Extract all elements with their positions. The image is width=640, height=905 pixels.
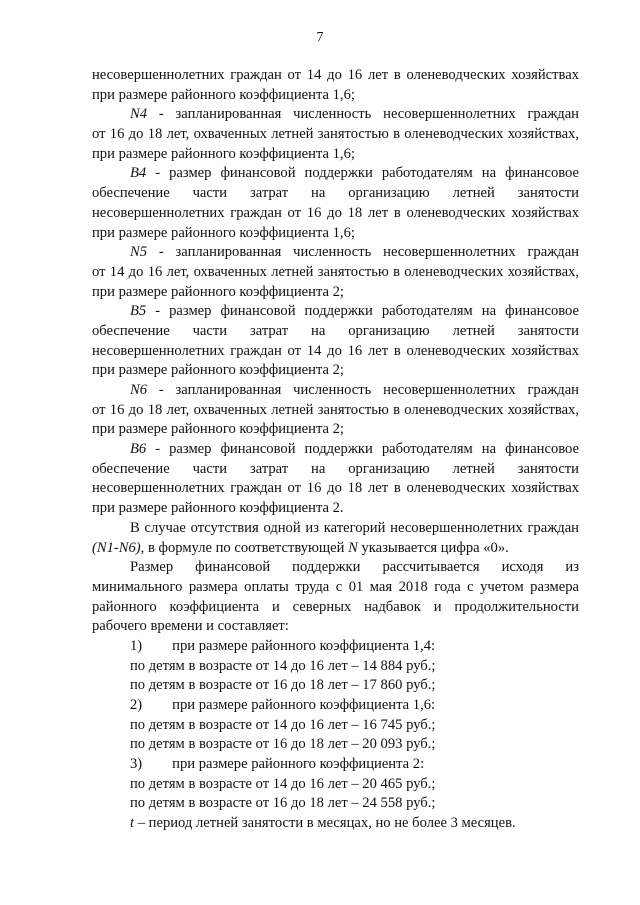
text-line: при размере районного коэффициента 2; [92,283,344,300]
list-number: 1) [130,637,143,654]
text-line: несовершеннолетних граждан от 16 до 18 лет в оленеводческих хозяйствах [92,480,579,497]
text-line: по детям в возрасте от 14 до 16 лет – 20 465 руб.; [130,775,436,792]
text-line: по детям в возрасте от 16 до 18 лет – 17 860 руб.; [130,677,436,694]
text-line: по детям в возрасте от 14 до 16 лет – 14 884 руб.; [130,657,436,674]
text-line: t – период летней занятости в месяцах, но не более 3 месяцев. [130,815,516,832]
text-line: по детям в возрасте от 16 до 18 лет – 24 558 руб.; [130,795,436,812]
text-line: при размере районного коэффициента 1,6; [92,224,355,241]
text-line: несовершеннолетних граждан от 16 до 18 лет в оленеводческих хозяйствах [92,204,579,221]
text-line: N5 - запланированная численность несовершеннолетних граждан [130,244,579,261]
text-line: обеспечение части затрат на организацию летней занятости [92,185,579,202]
text-line: по детям в возрасте от 14 до 16 лет – 16 745 руб.; [130,716,436,733]
page-number: 7 [316,30,324,45]
list-number: 2) [130,697,143,713]
text-line: несовершеннолетних граждан от 14 до 16 лет в оленеводческих хозяйствах [92,342,579,359]
text-line: В случае отсутствия одной из категорий несовершеннолетних граждан [130,519,579,536]
variable-symbol: N [348,539,358,556]
text-line: районного коэффициента и северных надбавок и продолжительности [92,598,579,615]
text-line: несовершеннолетних граждан от 14 до 16 лет в оленеводческих хозяйствах [92,67,579,83]
text-line: обеспечение части затрат на организацию летней занятости [92,322,579,339]
text-line: (N1-N6), в формуле по соответствующей N указывается цифра «0». [92,539,509,556]
text-line: N4 - запланированная численность несовершеннолетних граждан [130,106,579,123]
text-line: N6 - запланированная численность несовершеннолетних граждан [130,382,579,398]
variable-symbol: B6 [130,441,147,458]
variable-symbol: B5 [130,303,147,320]
text-line: минимального размера оплаты труда с 01 мая 2018 года с учетом размера [92,578,579,595]
text-line: при размере районного коэффициента 1,6; [92,145,355,162]
variable-symbol: t [130,815,135,832]
list-number: 3) [130,756,143,773]
text-line: при размере районного коэффициента 2; [92,362,344,379]
text-line: B4 - размер финансовой поддержки работодателям на финансовое [130,165,579,182]
text-line: от 16 до 18 лет, охваченных летней занятостью в оленеводческих хозяйствах, [92,126,579,143]
text-line: B5 - размер финансовой поддержки работодателям на финансовое [130,303,579,320]
list-item: 1) при размере районного коэффициента 1,4: [130,637,436,654]
text-line: рабочего времени и составляет: [92,618,289,635]
text-line: от 16 до 18 лет, охваченных летней занятостью в оленеводческих хозяйствах, [92,401,579,418]
text-line: Размер финансовой поддержки рассчитывается исходя из [130,559,579,576]
text-line: обеспечение части затрат на организацию летней занятости [92,460,579,477]
variable-symbol: N6 [130,382,148,398]
variable-symbol: B4 [130,165,147,182]
text-line: от 14 до 16 лет, охваченных летней занятостью в оленеводческих хозяйствах, [92,263,579,280]
text-line: B6 - размер финансовой поддержки работодателям на финансовое [130,441,579,458]
document-body [92,66,579,834]
text-line: по детям в возрасте от 16 до 18 лет – 20 093 руб.; [130,736,436,753]
list-item: 3) при размере районного коэффициента 2: [130,756,425,773]
variable-symbol: N4 [130,106,148,123]
text-line: при размере районного коэффициента 1,6; [92,86,355,103]
text-line: при размере районного коэффициента 2. [92,500,344,517]
list-item: 2) при размере районного коэффициента 1,6: [130,697,436,713]
text-line: при размере районного коэффициента 2; [92,421,344,438]
variable-symbol: (N1-N6) [92,539,141,556]
variable-symbol: N5 [130,244,148,261]
